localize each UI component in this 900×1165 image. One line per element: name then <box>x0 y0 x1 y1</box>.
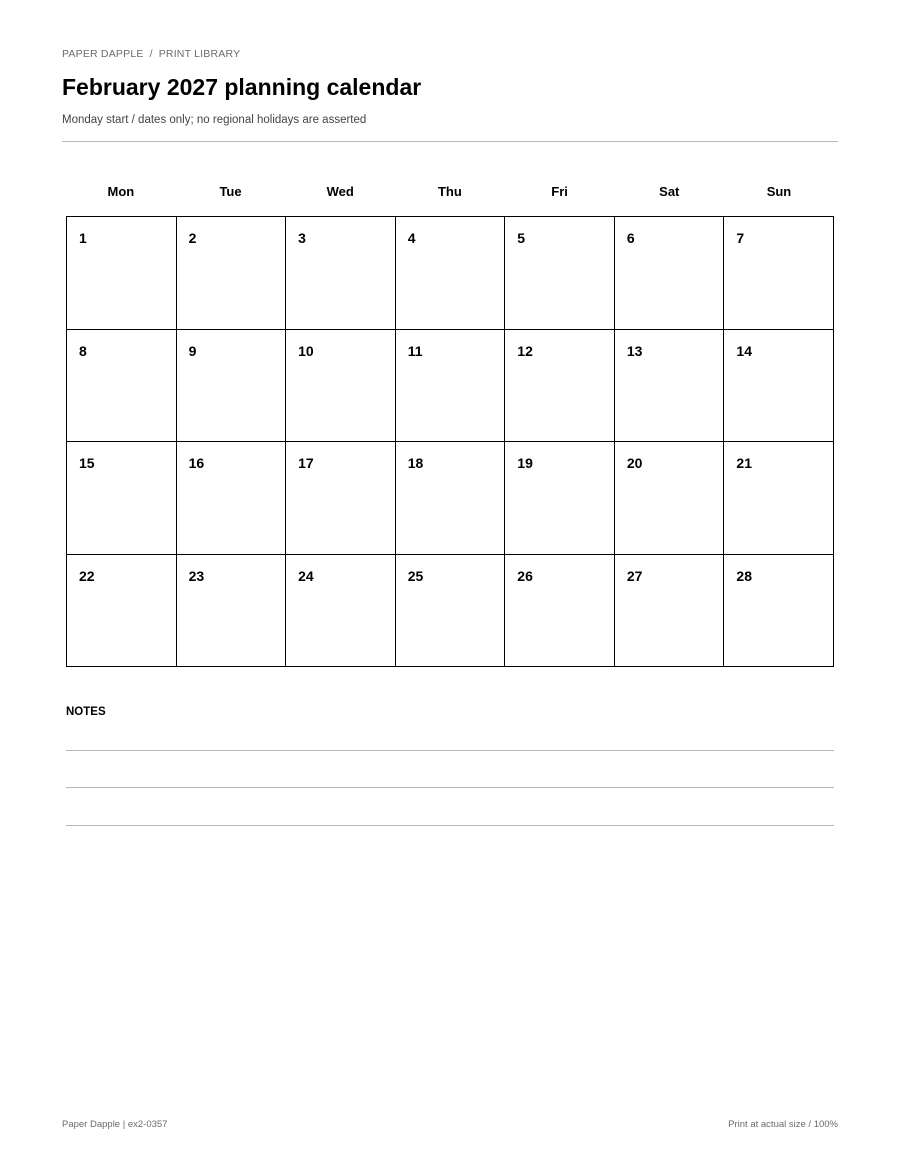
day-cell[interactable] <box>286 330 396 443</box>
day-cell[interactable] <box>724 217 834 330</box>
day-cell[interactable] <box>724 555 834 668</box>
day-number: 6 <box>626 230 635 246</box>
day-number: 2 <box>188 230 197 246</box>
day-number: 13 <box>626 342 643 359</box>
day-cell[interactable] <box>505 555 615 668</box>
day-number: 10 <box>298 342 314 359</box>
day-number: 22 <box>79 567 95 584</box>
day-cell[interactable] <box>615 555 725 668</box>
day-cell[interactable] <box>505 217 615 330</box>
day-number: 7 <box>736 230 745 246</box>
day-cell[interactable] <box>396 217 506 330</box>
day-cell[interactable] <box>67 217 177 330</box>
day-cell[interactable] <box>67 442 177 555</box>
day-number: 27 <box>626 567 643 584</box>
day-number: 24 <box>298 567 314 584</box>
day-number: 12 <box>517 342 533 359</box>
day-number: 3 <box>298 230 306 246</box>
calendar-grid <box>66 216 834 667</box>
day-number: 28 <box>736 567 752 584</box>
day-number: 16 <box>188 455 205 471</box>
page-title: February 2027 planning calendar <box>62 74 422 100</box>
day-cell[interactable] <box>396 442 506 555</box>
day-cell[interactable] <box>396 555 506 668</box>
notes-line <box>66 825 834 826</box>
day-number: 19 <box>517 455 533 471</box>
weekday-sat: Sat <box>659 184 680 199</box>
day-number: 25 <box>407 567 424 584</box>
day-cell[interactable] <box>505 442 615 555</box>
day-number: 1 <box>79 230 87 246</box>
day-number: 5 <box>517 230 526 246</box>
notes-line <box>66 750 834 751</box>
weekday-header-row <box>66 184 834 199</box>
breadcrumb <box>62 48 240 60</box>
day-cell[interactable] <box>177 330 287 443</box>
weekday-sun: Sun <box>766 184 792 199</box>
day-cell[interactable] <box>615 217 725 330</box>
day-number: 4 <box>407 230 416 246</box>
day-cell[interactable] <box>505 330 615 443</box>
day-cell[interactable] <box>724 330 834 443</box>
page-subtitle: Monday start / dates only; no regional holidays are asserted <box>62 114 367 126</box>
weekday-thu: Thu <box>437 184 462 199</box>
day-cell[interactable] <box>177 217 287 330</box>
day-cell[interactable] <box>177 442 287 555</box>
day-number: 20 <box>626 455 643 471</box>
day-cell[interactable] <box>177 555 287 668</box>
day-number: 15 <box>79 455 95 471</box>
day-cell[interactable] <box>286 555 396 668</box>
footer-source: Paper Dapple | ex2-0357 <box>62 1119 168 1130</box>
day-number: 18 <box>407 455 424 471</box>
day-cell[interactable] <box>67 555 177 668</box>
day-cell[interactable] <box>286 217 396 330</box>
notes-label: NOTES <box>66 706 106 718</box>
day-number: 17 <box>298 455 314 471</box>
breadcrumb-section[interactable]: PRINT LIBRARY <box>158 48 241 60</box>
footer-print-note: Print at actual size / 100% <box>728 1119 838 1130</box>
day-number: 8 <box>79 342 87 359</box>
day-number: 21 <box>736 455 752 471</box>
notes-line <box>66 787 834 788</box>
day-cell[interactable] <box>724 442 834 555</box>
weekday-fri: Fri <box>551 184 568 199</box>
day-cell[interactable] <box>286 442 396 555</box>
day-cell[interactable] <box>396 330 506 443</box>
weekday-mon: Mon <box>107 184 135 199</box>
weekday-wed: Wed <box>326 184 354 199</box>
breadcrumb-site[interactable]: PAPER DAPPLE <box>62 48 144 60</box>
day-number: 14 <box>736 342 752 359</box>
day-number: 26 <box>517 567 533 584</box>
day-cell[interactable] <box>67 330 177 443</box>
day-cell[interactable] <box>615 330 725 443</box>
day-cell[interactable] <box>615 442 725 555</box>
day-number: 11 <box>407 342 423 359</box>
breadcrumb-separator: / <box>149 48 153 60</box>
header-divider <box>62 141 838 142</box>
weekday-tue: Tue <box>219 184 242 199</box>
day-number: 23 <box>188 567 205 584</box>
day-number: 9 <box>188 342 197 359</box>
